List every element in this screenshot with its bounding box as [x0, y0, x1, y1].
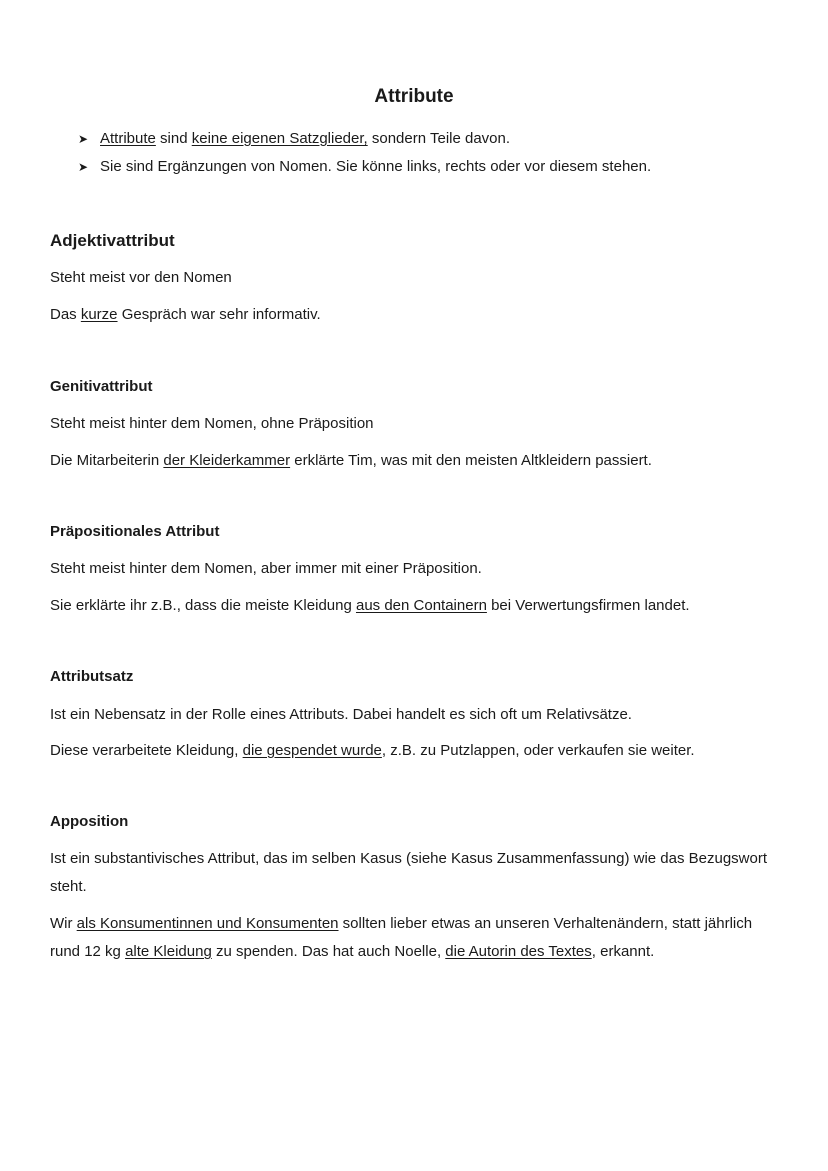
bullet-text: Sie sind Ergänzungen von Nomen. Sie könne links, rechts oder vor diesem stehen. — [100, 158, 652, 175]
underlined-phrase: keine eigenen Satzglieder, — [191, 130, 368, 147]
section-rule: Ist ein substantivisches Attribut, das im selben Kasus (siehe Kasus Zusammenfassung) wie das Bezugswort steht. — [50, 850, 768, 895]
example-text: Diese verarbeitete Kleidung, — [50, 742, 243, 759]
underlined-attribute: die gespendet wurde — [242, 742, 382, 759]
section-rule: Steht meist hinter dem Nomen, aber immer mit einer Präposition. — [50, 560, 482, 577]
arrow-bullet-icon: ➤ — [78, 132, 89, 146]
section-example — [50, 304, 321, 326]
section-heading-genitivattribut: Genitivattribut — [50, 378, 153, 395]
arrow-bullet-icon: ➤ — [78, 160, 89, 174]
underlined-attribute: kurze — [80, 306, 118, 323]
example-text: , z.B. zu Putzlappen, oder verkaufen sie weiter. — [381, 742, 695, 759]
example-text: , erkannt. — [591, 943, 655, 960]
bullet-text: sondern Teile davon. — [367, 130, 511, 147]
section-example — [50, 450, 652, 472]
example-text: bei Verwertungsfirmen landet. — [486, 597, 690, 614]
section-heading-attributsatz: Attributsatz — [50, 668, 134, 685]
underlined-attribute: als Konsumentinnen und Konsumenten — [76, 915, 339, 932]
example-text: Wir — [50, 915, 77, 932]
intro-bullet-list — [78, 128, 651, 184]
section-heading-apposition: Apposition — [50, 813, 129, 830]
example-text: Die Mitarbeiterin — [50, 452, 164, 469]
section-rule: Ist ein Nebensatz in der Rolle eines Attributs. Dabei handelt es sich oft um Relativsätze. — [50, 706, 632, 723]
underlined-attribute: die Autorin des Textes — [445, 943, 592, 960]
bullet-text: sind — [155, 130, 192, 147]
example-text: erklärte Tim, was mit den meisten Altkleidern passiert. — [290, 452, 652, 469]
underlined-phrase: Attribute — [100, 130, 156, 147]
page-title: Attribute — [374, 86, 454, 107]
underlined-attribute: der Kleiderkammer — [163, 452, 291, 469]
underlined-attribute: alte Kleidung — [125, 943, 212, 960]
section-rule: Steht meist vor den Nomen — [50, 269, 232, 286]
example-text: Sie erklärte ihr z.B., dass die meiste Kleidung — [50, 597, 356, 614]
example-text: Das — [50, 306, 81, 323]
example-text: Gespräch war sehr informativ. — [117, 306, 321, 323]
section-example — [50, 740, 695, 762]
example-text: sollten lieber etwas an unseren Verhaltenändern, statt jährlich rund 12 kg — [50, 915, 753, 960]
example-text: zu spenden. Das hat auch Noelle, — [211, 943, 446, 960]
underlined-attribute: aus den Containern — [355, 597, 487, 614]
section-heading-praepositionales-attribut: Präpositionales Attribut — [50, 523, 220, 540]
section-heading-adjektivattribut: Adjektivattribut — [50, 231, 175, 250]
bullet-item — [78, 156, 651, 184]
section-example — [50, 595, 690, 617]
section-rule: Steht meist hinter dem Nomen, ohne Präposition — [50, 415, 374, 432]
bullet-item — [78, 128, 651, 156]
section-example — [50, 910, 785, 966]
